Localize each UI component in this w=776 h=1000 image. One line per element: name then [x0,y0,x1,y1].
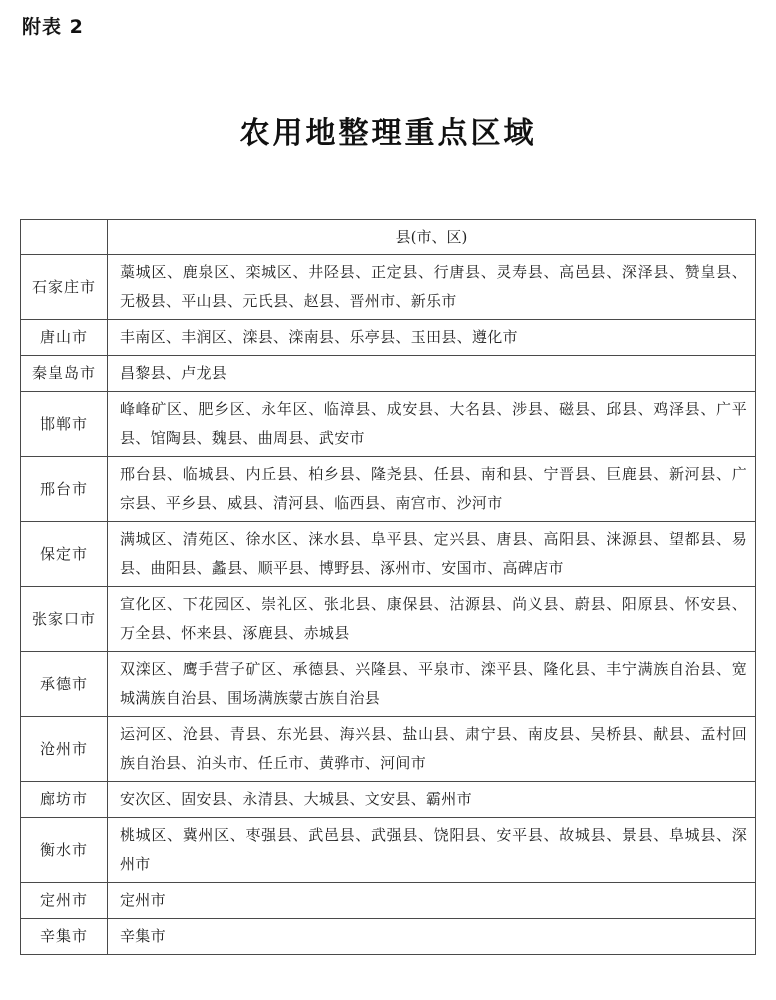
city-cell: 唐山市 [21,320,108,356]
table-row [21,883,756,919]
counties-cell: 满城区、清苑区、徐水区、涞水县、阜平县、定兴县、唐县、高阳县、涞源县、望都县、易县、曲阳县、蠡县、顺平县、博野县、涿州市、安国市、高碑店市 [108,522,756,587]
counties-cell: 辛集市 [108,919,756,955]
counties-cell: 桃城区、冀州区、枣强县、武邑县、武强县、饶阳县、安平县、故城县、景县、阜城县、深州市 [108,818,756,883]
table-row [21,255,756,320]
city-cell: 辛集市 [21,919,108,955]
table-row [21,356,756,392]
table-row [21,320,756,356]
table-header-row [21,220,756,255]
column-header-counties: 县(市、区) [108,220,756,255]
counties-cell: 安次区、固安县、永清县、大城县、文安县、霸州市 [108,782,756,818]
table-row [21,587,756,652]
city-cell: 石家庄市 [21,255,108,320]
region-table [20,219,756,955]
counties-cell: 邢台县、临城县、内丘县、柏乡县、隆尧县、任县、南和县、宁晋县、巨鹿县、新河县、广宗县、平乡县、威县、清河县、临西县、南宫市、沙河市 [108,457,756,522]
header-blank-cell [21,220,108,255]
counties-cell: 双滦区、鹰手营子矿区、承德县、兴隆县、平泉市、滦平县、隆化县、丰宁满族自治县、宽城满族自治县、围场满族蒙古族自治县 [108,652,756,717]
table-row [21,457,756,522]
page-title: 农用地整理重点区域 [239,116,537,151]
table-row [21,717,756,782]
table-row [21,522,756,587]
city-cell: 定州市 [21,883,108,919]
counties-cell: 昌黎县、卢龙县 [108,356,756,392]
city-cell: 保定市 [21,522,108,587]
counties-cell: 藁城区、鹿泉区、栾城区、井陉县、正定县、行唐县、灵寿县、高邑县、深泽县、赞皇县、无极县、平山县、元氏县、赵县、晋州市、新乐市 [108,255,756,320]
counties-cell: 峰峰矿区、肥乡区、永年区、临漳县、成安县、大名县、涉县、磁县、邱县、鸡泽县、广平县、馆陶县、魏县、曲周县、武安市 [108,392,756,457]
appendix-label: 附表 2 [22,16,84,38]
city-cell: 承德市 [21,652,108,717]
city-cell: 秦皇岛市 [21,356,108,392]
table-row [21,818,756,883]
counties-cell: 宣化区、下花园区、崇礼区、张北县、康保县、沽源县、尚义县、蔚县、阳原县、怀安县、万全县、怀来县、涿鹿县、赤城县 [108,587,756,652]
city-cell: 衡水市 [21,818,108,883]
city-cell: 沧州市 [21,717,108,782]
city-cell: 邢台市 [21,457,108,522]
counties-cell: 运河区、沧县、青县、东光县、海兴县、盐山县、肃宁县、南皮县、吴桥县、献县、孟村回族自治县、泊头市、任丘市、黄骅市、河间市 [108,717,756,782]
counties-cell: 定州市 [108,883,756,919]
table-row [21,919,756,955]
table-row [21,652,756,717]
city-cell: 张家口市 [21,587,108,652]
table-row [21,392,756,457]
table-row [21,782,756,818]
city-cell: 邯郸市 [21,392,108,457]
counties-cell: 丰南区、丰润区、滦县、滦南县、乐亭县、玉田县、遵化市 [108,320,756,356]
city-cell: 廊坊市 [21,782,108,818]
